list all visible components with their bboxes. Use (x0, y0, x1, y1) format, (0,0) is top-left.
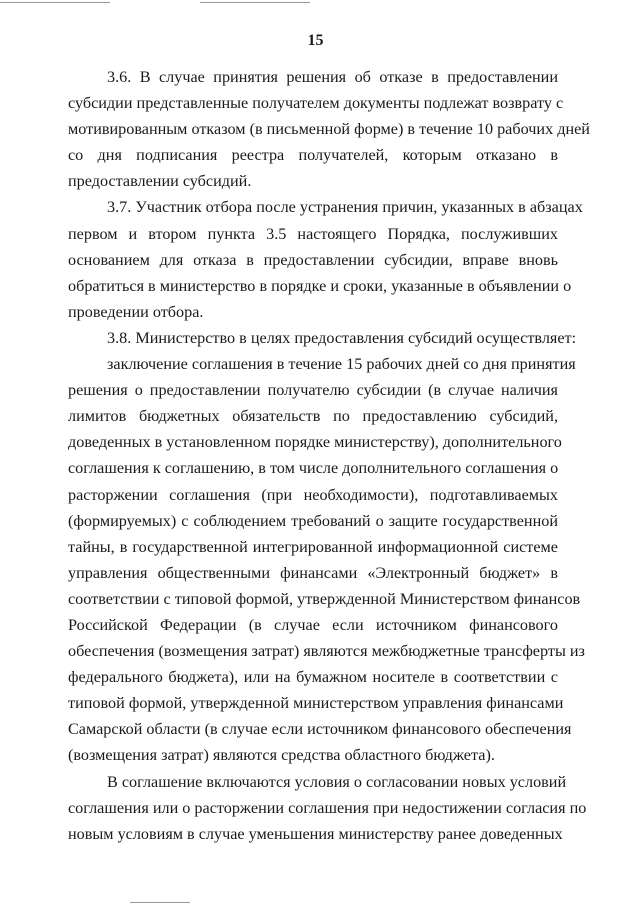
scan-edge-line (130, 902, 190, 903)
text-line: 3.7. Участник отбора после устранения причин, указанных в абзацах (107, 198, 583, 217)
text-line: Российской Федерации (в случае если источником финансового (68, 615, 558, 634)
text-line: соглашения к соглашению, в том числе дополнительного соглашения о (68, 459, 559, 478)
paragraph (68, 325, 577, 351)
text-line: соответствии с типовой формой, утвержденной Министерством финансов (68, 589, 581, 608)
page-number: 15 (307, 32, 324, 49)
text-line: со дня подписания реестра получателей, которым отказано в (68, 146, 558, 165)
text-line: соглашения или о расторжении соглашения при недостижении согласия по (68, 798, 587, 817)
text-line: 3.8. Министерство в целях предоставления субсидий осуществляет: (107, 328, 577, 347)
text-line: обеспечения (возмещения затрат) являются межбюджетные трансферты из (68, 642, 585, 661)
text-line: решения о предоставлении получателю субсидии (в случае наличия (68, 381, 558, 400)
text-line: первом и втором пункта 3.5 настоящего Порядка, послуживших (68, 224, 558, 243)
paragraph (68, 769, 587, 847)
text-line: проведении отбора. (68, 302, 204, 321)
text-line: заключение соглашения в течение 15 рабочих дней со дня принятия (107, 355, 576, 374)
text-line: расторжении соглашения (при необходимости), подготавливаемых (68, 485, 558, 504)
text-line: типовой формой, утвержденной министерством управления финансами (68, 694, 564, 713)
text-line: лимитов бюджетных обязательств по предоставлению субсидий, (68, 407, 558, 426)
text-line: доведенных в установленном порядке министерству), дополнительного (68, 433, 562, 452)
paragraph (68, 64, 590, 194)
text-line: обратиться в министерство в порядке и сроки, указанные в объявлении о (68, 276, 572, 295)
text-line: (возмещения затрат) являются средства областного бюджета). (68, 746, 495, 765)
text-line: основанием для отказа в предоставлении субсидии, вправе вновь (68, 250, 558, 269)
text-line: управления общественными финансами «Электронный бюджет» в (68, 563, 558, 582)
text-line: мотивированным отказом (в письменной форме) в течение 10 рабочих дней (68, 120, 590, 139)
scan-edge-line (200, 2, 310, 3)
paragraph (68, 351, 585, 769)
text-line: (формируемых) с соблюдением требований о защите государственной (68, 511, 558, 530)
text-line: предоставлении субсидий. (68, 172, 252, 191)
document-body (68, 64, 590, 847)
text-line: федерального бюджета), или на бумажном носителе в соответствии с (68, 668, 558, 687)
text-line: субсидии представленные получателем документы подлежат возврату с (68, 94, 564, 113)
text-line: тайны, в государственной интегрированной информационной системе (68, 537, 558, 556)
paragraph (68, 194, 583, 324)
text-line: новым условиям в случае уменьшения министерству ранее доведенных (68, 824, 563, 843)
text-line: 3.6. В случае принятия решения об отказе в предоставлении (107, 68, 558, 86)
scan-edge-line (0, 2, 110, 3)
text-line: Самарской области (в случае если источником финансового обеспечения (68, 720, 572, 739)
text-line: В соглашение включаются условия о согласовании новых условий (107, 772, 567, 791)
